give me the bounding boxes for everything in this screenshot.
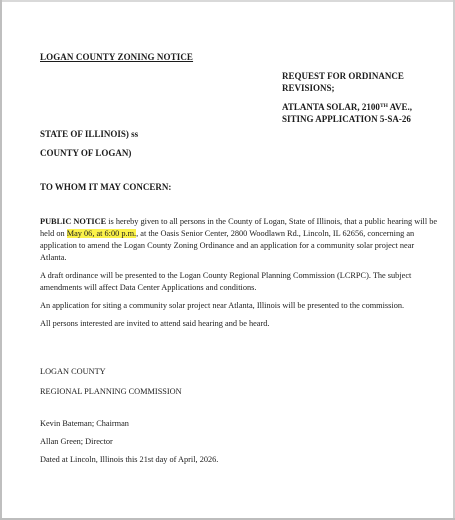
scan-edge-top bbox=[0, 0, 455, 2]
county-line: COUNTY OF LOGAN) bbox=[40, 148, 132, 158]
state-line: STATE OF ILLINOIS) ss bbox=[40, 129, 139, 139]
caption-line-2: REVISIONS; bbox=[282, 83, 335, 93]
caption-line-3 bbox=[282, 100, 450, 113]
caption-ordinal-suffix: TH bbox=[379, 103, 388, 109]
caption-application bbox=[282, 100, 450, 125]
caption-line-3-tail: AVE., bbox=[387, 102, 412, 112]
chairman-line: Kevin Bateman; Chairman bbox=[40, 419, 129, 428]
jurisdiction-block bbox=[40, 128, 138, 166]
officers-block bbox=[40, 418, 218, 472]
public-notice-lead: PUBLIC NOTICE bbox=[40, 217, 107, 226]
paragraph-public-notice bbox=[40, 216, 440, 264]
commission-signature bbox=[40, 366, 182, 406]
caption-line-3-text: ATLANTA SOLAR, 2100 bbox=[282, 102, 380, 112]
notice-title: LOGAN COUNTY ZONING NOTICE bbox=[40, 52, 194, 62]
case-caption bbox=[282, 70, 450, 131]
paragraph-solar-application: An application for siting a community solar project near Atlanta, Illinois will be presented to the commission. bbox=[40, 301, 405, 310]
caption-request bbox=[282, 70, 450, 94]
dated-line: Dated at Lincoln, Illinois this 21st day of April, 2026. bbox=[40, 455, 219, 464]
caption-line-1: REQUEST FOR ORDINANCE bbox=[282, 71, 404, 81]
paragraph-draft-ordinance: A draft ordinance will be presented to the Logan County Regional Planning Commission (LCRPC). The subject amendments will affect Data Center Applications and conditions. bbox=[40, 271, 412, 292]
salutation: TO WHOM IT MAY CONCERN: bbox=[40, 182, 172, 192]
paragraph-1-text-a: is hereby given to all persons in the County of Logan, State of Illinois, that a public hearing will be held on bbox=[40, 217, 438, 238]
scan-edge-left bbox=[0, 0, 2, 520]
caption-line-4: SITING APPLICATION 5-SA-26 bbox=[282, 114, 411, 124]
director-line: Allan Green; Director bbox=[40, 437, 113, 446]
paragraph-invitation: All persons interested are invited to attend said hearing and be heard. bbox=[40, 319, 270, 328]
paragraph-1-text-b: , at the Oasis Senior Center, 2800 Woodlawn Rd., Lincoln, IL 62656, concerning an application to amend the Logan County Zoning Ordinance and an application for a community solar project near Atlanta. bbox=[40, 229, 415, 262]
org-line-2: REGIONAL PLANNING COMMISSION bbox=[40, 387, 182, 396]
notice-body bbox=[40, 216, 440, 336]
hearing-date-highlight: May 06, at 6:00 p.m. bbox=[66, 229, 137, 238]
org-line-1: LOGAN COUNTY bbox=[40, 367, 106, 376]
